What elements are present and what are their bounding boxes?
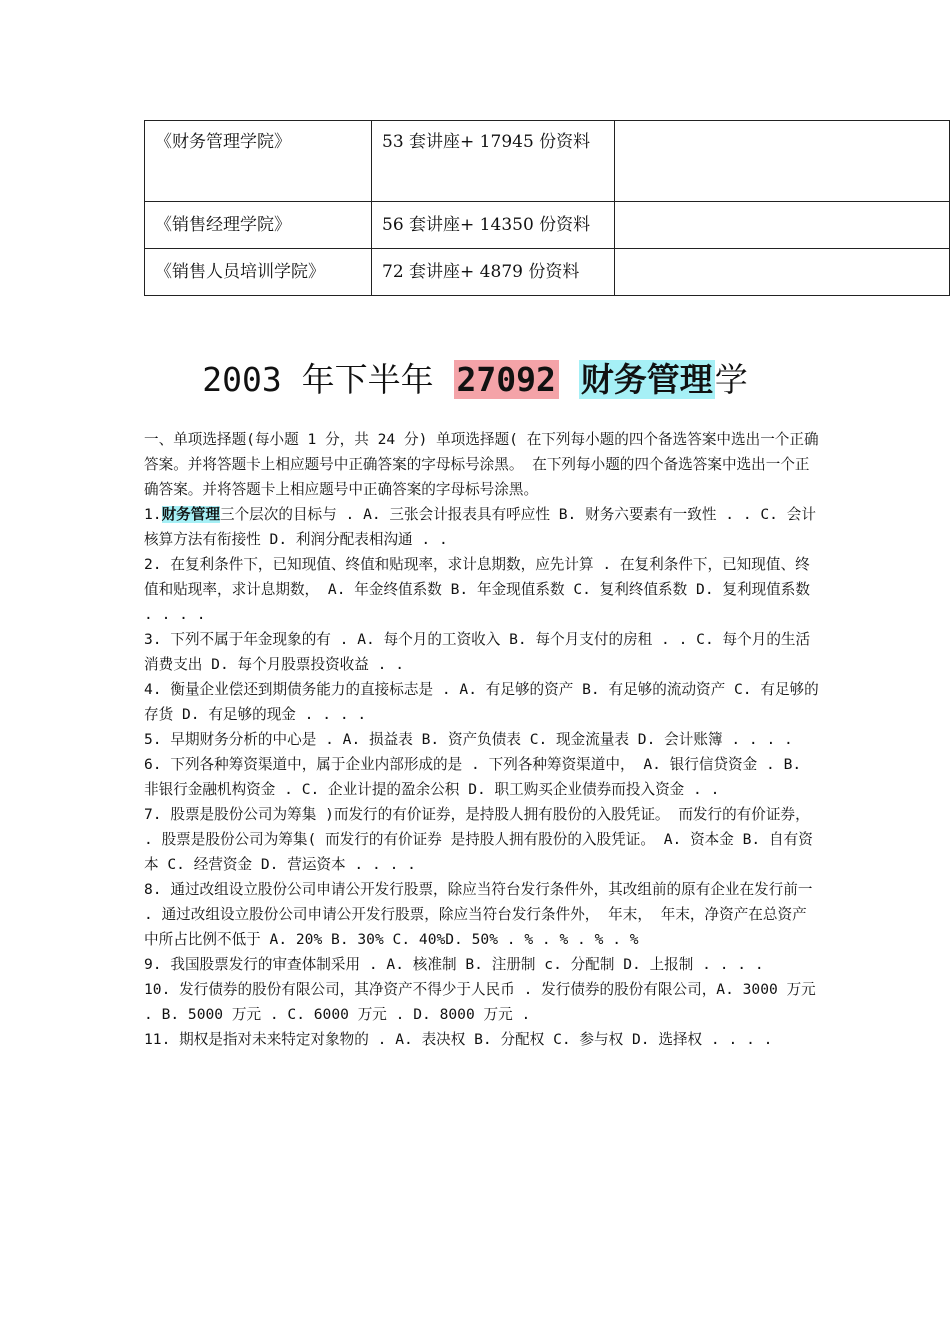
table-row bbox=[145, 249, 950, 296]
subject-highlight: 财务管理 bbox=[580, 360, 713, 399]
table-cell-extra bbox=[615, 202, 950, 249]
table-cell-desc: 53 套讲座+ 17945 份资料 bbox=[372, 121, 615, 202]
question-2: 2. 在复利条件下，已知现值、终值和贴现率，求计息期数，应先计算 . 在复利条件下，已知现值、终值和贴现率，求计息期数， A. 年金终值系数 B. 年金现值系数 C. 复利终值系数 D. 复利现值系数 . . . . bbox=[144, 556, 810, 623]
question-text: 三个层次的目标与 . A. 三张会计报表具有呼应性 B. 财务六要素有一致性 . . C. 会计核算方法有衔接性 D. 利润分配表相沟通 . . bbox=[144, 506, 816, 548]
question-10: 10. 发行债券的股份有限公司，其净资产不得少于人民币 . 发行债券的股份有限公司，A. 3000 万元 . B. 5000 万元 . C. 6000 万元 . D. 8000 万元 . bbox=[144, 981, 816, 1023]
question-11: 11. 期权是指对未来特定对象物的 . A. 表决权 B. 分配权 C. 参与权 D. 选择权 . . . . bbox=[144, 1031, 773, 1048]
page-title bbox=[0, 355, 950, 405]
question-7: 7. 股票是股份公司为筹集 )而发行的有价证券，是持股人拥有股份的入股凭证。 而发行的有价证券， . 股票是股份公司为筹集( 而发行的有价证券 是持股人拥有股份的入股凭证。 A. 资本金 B. 自有资本 C. 经营资金 D. 营运资本 . . . . bbox=[144, 806, 813, 873]
section-intro: 一、单项选择题(每小题 1 分，共 24 分) 单项选择题( 在下列每小题的四个备选答案中选出一个正确答案。并将答题卡上相应题号中正确答案的字母标号涂黑。 在下列每小题的四个备选答案中选出一个正确答案。并将答题卡上相应题号中正确答案的字母标号涂黑。 bbox=[144, 431, 819, 498]
table-cell-desc: 56 套讲座+ 14350 份资料 bbox=[372, 202, 615, 249]
table-cell-extra bbox=[615, 121, 950, 202]
keyword-highlight: 财务管理 bbox=[161, 506, 220, 523]
title-prefix: 2003 年下半年 bbox=[202, 360, 454, 399]
table-cell-desc: 72 套讲座+ 4879 份资料 bbox=[372, 249, 615, 296]
course-catalog-table bbox=[144, 120, 950, 296]
question-4: 4. 衡量企业偿还到期债务能力的直接标志是 . A. 有足够的资产 B. 有足够的流动资产 C. 有足够的存货 D. 有足够的现金 . . . . bbox=[144, 681, 819, 723]
question-number: 1. bbox=[144, 506, 162, 523]
question-5: 5. 早期财务分析的中心是 . A. 损益表 B. 资产负债表 C. 现金流量表 D. 会计账簿 . . . . bbox=[144, 731, 793, 748]
table-row bbox=[145, 202, 950, 249]
table-cell-name: 《销售经理学院》 bbox=[145, 202, 372, 249]
question-8: 8. 通过改组设立股份公司申请公开发行股票，除应当符台发行条件外，其改组前的原有企业在发行前一 . 通过改组设立股份公司申请公开发行股票，除应当符台发行条件外， 年末， 年末，净资产在总资产中所占比例不低于 A. 20% B. 30% C. 40%D. 50% . % . % . % . % bbox=[144, 881, 813, 948]
title-suffix: 学 bbox=[714, 360, 748, 399]
question-3: 3. 下列不属于年金现象的有 . A. 每个月的工资收入 B. 每个月支付的房租 . . C. 每个月的生活消费支出 D. 每个月股票投资收益 . . bbox=[144, 631, 811, 673]
table-cell-name: 《销售人员培训学院》 bbox=[145, 249, 372, 296]
exam-questions bbox=[144, 427, 820, 1052]
question-9: 9. 我国股票发行的审查体制采用 . A. 核准制 B. 注册制 c. 分配制 D. 上报制 . . . . bbox=[144, 956, 764, 973]
table-cell-name: 《财务管理学院》 bbox=[145, 121, 372, 202]
question-1 bbox=[144, 502, 820, 552]
table-cell-extra bbox=[615, 249, 950, 296]
table-row bbox=[145, 121, 950, 202]
question-6: 6. 下列各种筹资渠道中，属于企业内部形成的是 . 下列各种筹资渠道中， A. 银行信贷资金 . B. 非银行金融机构资金 . C. 企业计提的盈余公积 D. 职工购买企业债券而投入资金 . . bbox=[144, 756, 802, 798]
exam-code-highlight: 27092 bbox=[454, 360, 559, 399]
